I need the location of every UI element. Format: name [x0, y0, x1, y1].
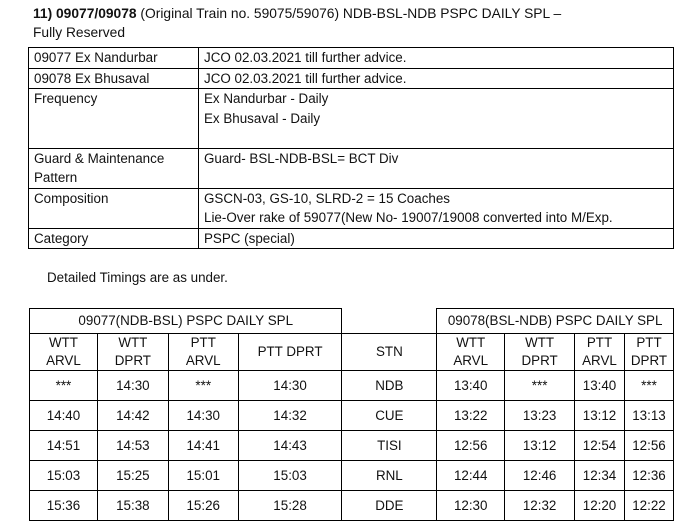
info-row	[29, 89, 674, 149]
info-value-line: JCO 02.03.2021 till further advice.	[204, 70, 407, 86]
right-col-header: WTT DPRT	[505, 334, 575, 371]
train-description: (Original Train no. 59075/59076) NDB-BSL-NDB PSPC DAILY SPL –	[140, 6, 562, 21]
left-time-cell: ***	[30, 371, 98, 401]
right-col-header: WTT ARVL	[437, 334, 505, 371]
timing-row	[30, 401, 674, 431]
left-col-header: PTT ARVL	[168, 334, 238, 371]
left-col-header: PTT DPRT	[238, 334, 342, 371]
left-time-cell: 14:30	[97, 371, 168, 401]
right-col-header: PTT DPRT	[624, 334, 673, 371]
left-time-cell: ***	[168, 371, 238, 401]
right-time-cell: 13:22	[437, 401, 505, 431]
info-value-line: GSCN-03, GS-10, SLRD-2 = 15 Coaches	[204, 190, 450, 206]
right-time-cell: 13:12	[505, 431, 575, 461]
right-time-cell: 12:34	[575, 461, 625, 491]
info-value-line: PSPC (special)	[204, 230, 295, 246]
right-time-cell: 12:54	[575, 431, 625, 461]
info-value-line: Lie-Over rake of 59077(New No- 19007/19008 converted into M/Exp.	[204, 210, 613, 225]
left-time-cell: 14:41	[168, 431, 238, 461]
left-time-cell: 15:36	[30, 491, 98, 521]
left-col-header: WTT ARVL	[30, 334, 98, 371]
right-time-cell: 12:32	[505, 491, 575, 521]
left-time-cell: 15:38	[97, 491, 168, 521]
right-time-cell: 13:40	[437, 371, 505, 401]
info-row	[29, 188, 674, 228]
reservation-status: Fully Reserved	[33, 25, 126, 40]
station-cell: CUE	[342, 401, 437, 431]
info-value-line	[204, 128, 668, 148]
timing-row	[30, 491, 674, 521]
left-time-cell: 14:30	[238, 371, 342, 401]
info-value	[199, 89, 674, 149]
stn-spacer	[342, 309, 437, 334]
info-key: Frequency	[29, 89, 199, 149]
info-key: 09078 Ex Bhusaval	[29, 68, 199, 89]
info-key: 09077 Ex Nandurbar	[29, 48, 199, 69]
info-value	[199, 148, 674, 188]
info-row	[29, 228, 674, 249]
left-time-cell: 15:03	[30, 461, 98, 491]
left-col-header: WTT DPRT	[97, 334, 168, 371]
left-time-cell: 15:25	[97, 461, 168, 491]
station-cell: TISI	[342, 431, 437, 461]
right-time-cell: 12:56	[437, 431, 505, 461]
info-key: Composition	[29, 188, 199, 228]
train-number: 11) 09077/09078	[33, 6, 137, 21]
right-col-header: PTT ARVL	[575, 334, 625, 371]
timing-table	[29, 308, 674, 521]
train-info-table	[28, 47, 674, 249]
station-cell: NDB	[342, 371, 437, 401]
train-heading	[33, 4, 673, 42]
right-time-cell: 12:20	[575, 491, 625, 521]
left-time-cell: 14:51	[30, 431, 98, 461]
info-value	[199, 188, 674, 228]
right-time-cell: ***	[624, 371, 673, 401]
right-time-cell: 12:36	[624, 461, 673, 491]
info-value-line	[204, 168, 668, 188]
left-train-title: 09077(NDB-BSL) PSPC DAILY SPL	[30, 309, 342, 334]
timings-note: Detailed Timings are as under.	[47, 270, 228, 285]
left-time-cell: 15:01	[168, 461, 238, 491]
left-time-cell: 14:43	[238, 431, 342, 461]
left-time-cell: 14:53	[97, 431, 168, 461]
right-time-cell: 12:44	[437, 461, 505, 491]
info-key: Category	[29, 228, 199, 249]
right-time-cell: 12:30	[437, 491, 505, 521]
left-time-cell: 14:40	[30, 401, 98, 431]
right-time-cell: 13:12	[575, 401, 625, 431]
info-value	[199, 48, 674, 69]
info-row	[29, 48, 674, 69]
right-train-title: 09078(BSL-NDB) PSPC DAILY SPL	[437, 309, 674, 334]
station-cell: RNL	[342, 461, 437, 491]
info-value	[199, 228, 674, 249]
info-row	[29, 68, 674, 89]
right-time-cell: 13:23	[505, 401, 575, 431]
station-cell: DDE	[342, 491, 437, 521]
timing-row	[30, 431, 674, 461]
left-time-cell: 15:26	[168, 491, 238, 521]
info-value-line: Guard- BSL-NDB-BSL= BCT Div	[204, 150, 399, 166]
info-value	[199, 68, 674, 89]
right-time-cell: 12:46	[505, 461, 575, 491]
left-time-cell: 14:42	[97, 401, 168, 431]
info-value-line: Ex Bhusaval - Daily	[204, 110, 321, 126]
info-value-line: Ex Nandurbar - Daily	[204, 91, 329, 106]
left-time-cell: 14:32	[238, 401, 342, 431]
info-key: Guard & Maintenance Pattern	[29, 148, 199, 188]
left-time-cell: 14:30	[168, 401, 238, 431]
right-time-cell: 13:40	[575, 371, 625, 401]
stn-header: STN	[342, 334, 437, 371]
info-value-line: JCO 02.03.2021 till further advice.	[204, 50, 407, 65]
right-time-cell: 12:22	[624, 491, 673, 521]
left-time-cell: 15:03	[238, 461, 342, 491]
timing-row	[30, 461, 674, 491]
right-time-cell: ***	[505, 371, 575, 401]
right-time-cell: 13:13	[624, 401, 673, 431]
right-time-cell: 12:56	[624, 431, 673, 461]
left-time-cell: 15:28	[238, 491, 342, 521]
info-row	[29, 148, 674, 188]
timing-row	[30, 371, 674, 401]
